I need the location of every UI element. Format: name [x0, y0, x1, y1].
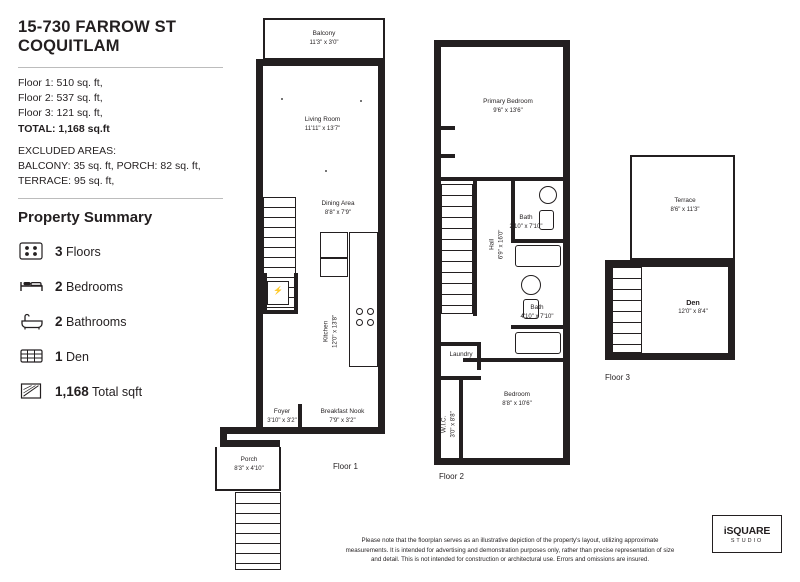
- floor-1-caption: Floor 1: [333, 462, 358, 471]
- balcony-label: Balcony 11'3" x 3'0": [309, 30, 339, 46]
- floor2-wall-bottom: [434, 458, 570, 465]
- summary-row-bedrooms: [18, 271, 223, 301]
- living-room-label: Living Room 11'11" x 13'7": [304, 116, 341, 132]
- floor-2-plan: [425, 36, 575, 481]
- floor1-dot-c: [325, 170, 327, 172]
- bedroom-label: Bedroom 8'8" x 10'6": [502, 391, 532, 407]
- floor2-stair-wall: [473, 181, 477, 316]
- floor1-wall-foyer-bottom: [220, 440, 280, 447]
- floor2-laundry-wall-top: [441, 342, 481, 346]
- den-label: Den 12'0" x 8'4": [678, 298, 708, 315]
- kitchen-counter-right: [349, 232, 378, 367]
- address-line-2: COQUITLAM: [18, 37, 120, 56]
- summary-value-bathrooms: 2: [55, 313, 63, 329]
- floor1-partition-c: [294, 273, 298, 313]
- kitchen-label: Kitchen 12'0" x 13'8": [322, 314, 339, 348]
- floor-area-list: [18, 76, 223, 137]
- summary-label-den: Den: [66, 349, 89, 364]
- wic-label: W.I.C. 3'0" x 8'8": [440, 411, 457, 438]
- address-line-1: 15-730 FARROW ST: [18, 18, 177, 36]
- half-bath-label: Bath 2'10" x 7'10": [509, 214, 543, 230]
- floor2-bath-wall-bottom: [511, 239, 563, 243]
- floor1-dot-a: [281, 98, 283, 100]
- summary-value-floors: 3: [55, 243, 63, 259]
- summary-text-area: [55, 384, 142, 399]
- floor2-closet-wall-2: [441, 154, 455, 158]
- fridge-mark: ⚡: [273, 286, 283, 295]
- floor1-wall-right: [378, 59, 385, 434]
- floor3-stairs: [612, 267, 642, 353]
- floor-1-plan: [215, 18, 400, 488]
- bath-sink: [521, 275, 541, 295]
- shower: [515, 332, 561, 354]
- floor2-bedroom-wall-top: [463, 358, 563, 362]
- floor-area-1: Floor 1: 510 sq. ft,: [18, 76, 103, 89]
- kitchen-sink: [320, 258, 348, 277]
- floor2-wall-top: [434, 40, 570, 47]
- summary-label-area: Total sqft: [92, 384, 143, 399]
- floor2-wall-primary-bottom: [441, 177, 563, 181]
- summary-text-den: [55, 349, 89, 364]
- summary-row-floors: [18, 236, 223, 266]
- floor2-closet-wall: [441, 126, 455, 130]
- floor3-wall-right: [728, 260, 735, 360]
- floor2-wall-right: [563, 40, 570, 465]
- total-area: TOTAL: 1,168 sq.ft: [18, 122, 110, 135]
- summary-label-floors: Floors: [66, 244, 101, 259]
- floor3-wall-left: [605, 260, 612, 360]
- bath-icon: [18, 309, 46, 333]
- page-title: [18, 18, 223, 57]
- summary-label-bathrooms: Bathrooms: [66, 314, 127, 329]
- floor-3-plan: [600, 155, 735, 395]
- excluded-line-1: BALCONY: 35 sq. ft, PORCH: 82 sq. ft,: [18, 160, 201, 173]
- floor2-bath2-wall-bottom: [511, 325, 563, 329]
- floor2-bath-wall-left: [511, 181, 515, 243]
- property-summary-title: Property Summary: [18, 209, 153, 227]
- floor-2-caption: Floor 2: [439, 472, 464, 481]
- summary-label-bedrooms: Bedrooms: [66, 279, 123, 294]
- summary-text-bathrooms: [55, 314, 126, 329]
- bath-label: Bath 4'10" x 7'10": [520, 304, 554, 320]
- summary-text-floors: [55, 244, 101, 259]
- cooktop-burner-4: [367, 319, 374, 326]
- half-bath-sink: [539, 186, 557, 204]
- den-icon: [18, 344, 46, 368]
- divider-top: [18, 67, 223, 68]
- cooktop-burner-1: [356, 308, 363, 315]
- summary-text-bedrooms: [55, 279, 123, 294]
- floor1-wall-left: [256, 59, 263, 434]
- floor3-wall-bottom: [605, 353, 735, 360]
- foyer-label: Foyer 3'10" x 3'2": [267, 408, 297, 424]
- kitchen-counter-top: [320, 232, 348, 258]
- cooktop-burner-2: [367, 308, 374, 315]
- bathtub: [515, 245, 561, 267]
- logo-subtitle: STUDIO: [730, 537, 764, 544]
- studio-logo: [712, 515, 782, 553]
- floor-area-2: Floor 2: 537 sq. ft,: [18, 92, 103, 105]
- floor1-wall-top: [256, 59, 385, 66]
- summary-row-area: [18, 376, 223, 406]
- terrace-label: Terrace 8'6" x 11'3": [670, 197, 700, 213]
- info-panel: [18, 18, 223, 411]
- breakfast-nook-label: Breakfast Nook 7'9" x 3'2": [320, 408, 365, 424]
- disclaimer-text: Please note that the floorplan serves as an illustrative depiction of the property's layout, utilizing approximate measurements. It is intended for advertising and demonstration purposes only, rather than precise representation of size and detail. This is not intended for construction or architectural use. Errors and omissions are insured.: [345, 537, 675, 564]
- floor2-wic-wall-right: [459, 380, 463, 458]
- floor3-wall-top: [605, 260, 735, 267]
- logo-wordmark: iSQUARE: [723, 524, 771, 537]
- hall-label: Hall 6'9" x 16'0": [488, 229, 505, 260]
- excluded-areas: [18, 144, 223, 190]
- summary-value-bedrooms: 2: [55, 278, 63, 294]
- summary-row-bathrooms: [18, 306, 223, 336]
- laundry-label: Laundry: [449, 351, 473, 358]
- floors-icon: [18, 239, 46, 263]
- floor1-dot-b: [360, 100, 362, 102]
- entry-stairs: [235, 492, 281, 570]
- divider-bottom: [18, 198, 223, 199]
- porch-label: Porch 8'3" x 4'10": [234, 456, 264, 472]
- summary-value-den: 1: [55, 348, 63, 364]
- summary-value-area: 1,168: [55, 383, 89, 399]
- summary-row-den: [18, 341, 223, 371]
- dining-area-label: Dining Area 8'8" x 7'9": [321, 200, 355, 216]
- area-icon: [18, 379, 46, 403]
- primary-bedroom-label: Primary Bedroom 9'6" x 13'6": [483, 98, 533, 114]
- floor-3-caption: Floor 3: [605, 373, 630, 382]
- floor-area-3: Floor 3: 121 sq. ft,: [18, 107, 103, 120]
- floor1-partition-b: [263, 310, 298, 314]
- bed-icon: [18, 274, 46, 298]
- excluded-heading: EXCLUDED AREAS:: [18, 144, 117, 157]
- cooktop-burner-3: [356, 319, 363, 326]
- floor1-wall-bottom: [220, 427, 385, 434]
- floor2-stairs: [441, 184, 473, 314]
- excluded-line-2: TERRACE: 95 sq. ft,: [18, 175, 115, 188]
